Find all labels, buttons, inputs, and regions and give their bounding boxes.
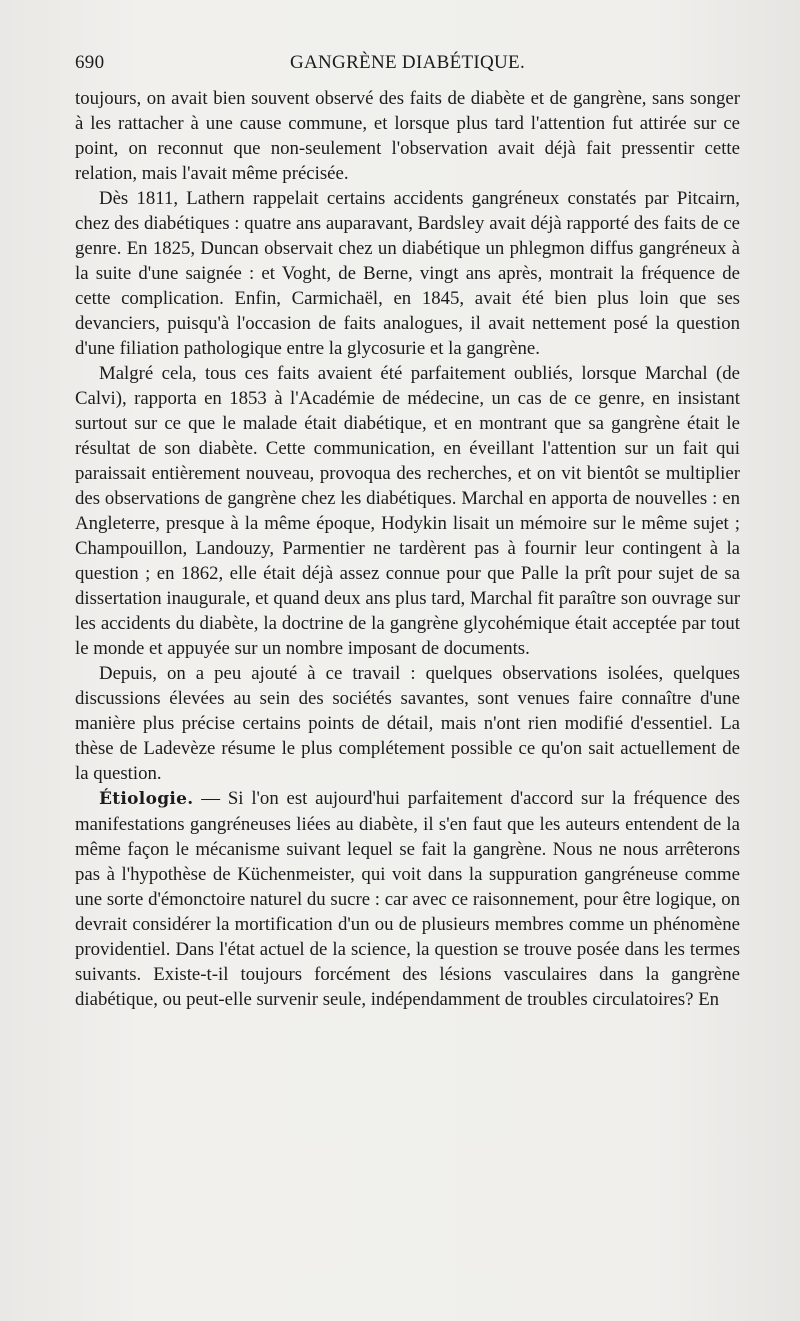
running-title: GANGRÈNE DIABÉTIQUE. [289,52,526,73]
paragraph-4: Depuis, on a peu ajouté à ce travail : quelques observations isolées, quelques discussions élevées au sein des sociétés savantes, sont venues faire connaître d'une manière plus précise certains points de détail, mais n'ont rien modifié d'essentiel. La thèse de Ladevèze résume le plus complétement possible ce qu'on sait actuellement de la question. [75,663,740,784]
section-heading-etiology: Étiologie. [99,789,194,809]
etiology-text: — Si l'on est aujourd'hui parfaitement d'accord sur la fréquence des manifestations gangréneuses liées au diabète, il s'en faut que les auteurs entendent de la même façon le mécanisme suivant lequel se fait la gangrène. Nous ne nous arrêterons pas à l'hypothèse de Küchenmeister, qui voit dans la suppuration gangréneuse comme une sorte d'émonctoire naturel du sucre : car avec ce raisonnement, pour être logique, on devrait considérer la mortification d'un ou de plusieurs membres comme un phénomène providentiel. Dans l'état actuel de la science, la question se trouve posée dans les termes suivants. Existe-t-il toujours forcément des lésions vasculaires dans la gangrène diabétique, ou peut-elle survenir seule, indépendamment de troubles circulatoires? En [75,788,740,1010]
body-text [75,86,740,1012]
page-header [75,52,740,78]
paragraph-2: Dès 1811, Lathern rappelait certains accidents gangréneux constatés par Pitcairn, chez des diabétiques : quatre ans auparavant, Bardsley avait déjà rapporté des faits de ce genre. En 1825, Duncan observait chez un diabétique un phlegmon diffus gangréneux à la suite d'une saignée : et Voght, de Berne, vingt ans après, montrait la fréquence de cette complication. Enfin, Carmichaël, en 1845, avait été bien plus loin que ses devanciers, puisqu'à l'occasion de faits analogues, il avait nettement posé la question d'une filiation pathologique entre la glycosurie et la gangrène. [75,188,740,359]
paragraph-1: toujours, on avait bien souvent observé des faits de diabète et de gangrène, sans songer à les rattacher à une cause commune, et lorsque plus tard l'attention fut attirée sur ce point, on reconnut que non-seulement l'observation avait déjà fait pressentir cette relation, mais l'avait même précisée. [75,88,740,184]
page-number: 690 [75,52,105,73]
paragraph-3: Malgré cela, tous ces faits avaient été parfaitement oubliés, lorsque Marchal (de Calvi), rapporta en 1853 à l'Académie de médecine, un cas de ce genre, en insistant surtout sur ce que le malade était diabétique, et en montrant que sa gangrène était le résultat de son diabète. Cette communication, en éveillant l'attention sur un fait qui paraissait entièrement nouveau, provoqua des recherches, et on vit bientôt se multiplier des observations de gangrène chez les diabétiques. Marchal en apporta de nouvelles : en Angleterre, presque à la même époque, Hodykin lisait un mémoire sur le même sujet ; Champouillon, Landouzy, Parmentier ne tardèrent pas à fournir leur contingent à la question ; en 1862, elle était déjà assez connue pour que Palle la prît pour sujet de sa dissertation inaugurale, et quand deux ans plus tard, Marchal fit paraître son ouvrage sur les accidents du diabète, la doctrine de la gangrène glycohémique était acceptée par tout le monde et appuyée sur un nombre imposant de documents. [75,363,740,659]
paragraph-etiology [75,786,740,1012]
